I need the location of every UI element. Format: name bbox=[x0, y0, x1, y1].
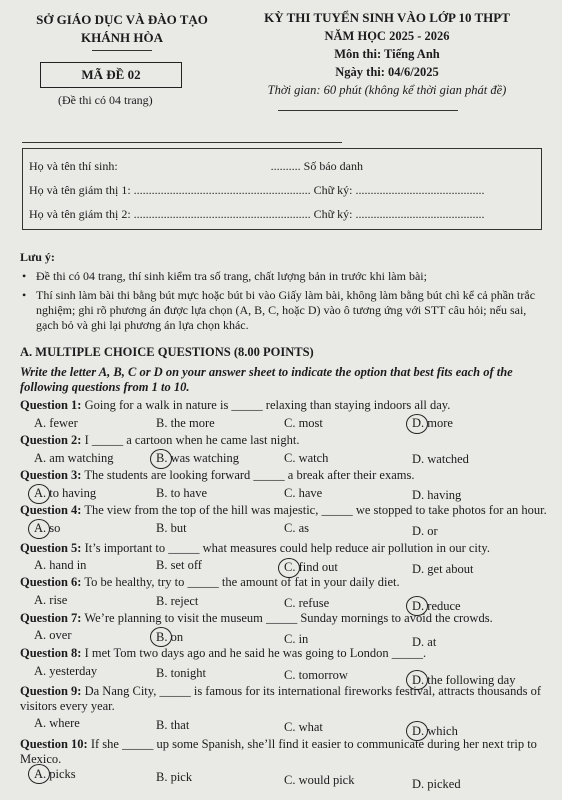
question-3-text: The students are looking forward _____ a break after their exams. bbox=[84, 468, 415, 482]
question-7-option-d: D. at bbox=[412, 635, 437, 649]
question-10-option-a: A. picks bbox=[34, 767, 76, 781]
exam-code-box: MÃ ĐỀ 02 bbox=[40, 62, 182, 88]
question-4-text: The view from the top of the hill was majestic, _____ we stopped to take photos for an hour. bbox=[84, 503, 547, 517]
question-9-option-c: C. what bbox=[284, 720, 323, 734]
question-8-option-d: D. the following day bbox=[412, 673, 516, 687]
question-9-option-a: A. where bbox=[34, 716, 80, 730]
question-8-option-c: C. tomorrow bbox=[284, 668, 348, 682]
question-3-answer-circle bbox=[28, 484, 50, 504]
invigilator2-row: Họ và tên giám thị 2: ........................................................... Chữ ký: ........................................... bbox=[29, 207, 485, 221]
notes-bullet-1: • Đề thi có 04 trang, thí sinh kiểm tra số trang, chất lượng bản in trước khi làm bài; bbox=[20, 269, 550, 284]
question-2-number: Question 2: bbox=[20, 433, 82, 447]
question-8-number: Question 8: bbox=[20, 646, 82, 660]
question-3-number: Question 3: bbox=[20, 468, 82, 482]
question-2-answer-circle bbox=[150, 449, 172, 469]
question-1 bbox=[20, 398, 560, 413]
question-7-option-a: A. over bbox=[34, 628, 72, 642]
question-5-option-a: A. hand in bbox=[34, 558, 87, 572]
question-1-option-d: D. more bbox=[412, 416, 453, 430]
question-4-option-d: D. or bbox=[412, 524, 438, 538]
question-1-number: Question 1: bbox=[20, 398, 82, 412]
question-5-option-d: D. get about bbox=[412, 562, 474, 576]
question-3-option-d: D. having bbox=[412, 488, 462, 502]
question-3-option-c: C. have bbox=[284, 486, 323, 500]
question-3 bbox=[20, 468, 560, 483]
question-1-option-b: B. the more bbox=[156, 416, 215, 430]
invigilator1-signature-label: Chữ ký: bbox=[313, 183, 353, 197]
question-2-option-b: B. was watching bbox=[156, 451, 239, 465]
question-7-text: We’re planning to visit the museum _____ Sunday mornings to avoid the crowds. bbox=[84, 611, 493, 625]
question-7 bbox=[20, 611, 560, 626]
invigilator2-label: Họ và tên giám thị 2: bbox=[29, 207, 131, 221]
question-2 bbox=[20, 433, 560, 448]
question-1-text: Going for a walk in nature is _____ relaxing than staying indoors all day. bbox=[84, 398, 451, 412]
question-6-option-c: C. refuse bbox=[284, 596, 330, 610]
exam-title-header bbox=[232, 10, 542, 98]
notes-section bbox=[20, 250, 550, 333]
question-8-text: I met Tom two days ago and he said he was going to London _____. bbox=[84, 646, 427, 660]
question-8-option-b: B. tonight bbox=[156, 666, 207, 680]
duration-underline bbox=[278, 110, 458, 111]
question-3-option-a: A. to having bbox=[34, 486, 97, 500]
question-7-answer-circle bbox=[150, 627, 172, 647]
question-6-text: To be healthy, try to _____ the amount of fat in your daily diet. bbox=[84, 575, 400, 589]
question-5-option-b: B. set off bbox=[156, 558, 202, 572]
notes-title: Lưu ý: bbox=[20, 250, 55, 264]
page-count-note: (Đề thi có 04 trang) bbox=[58, 93, 153, 107]
question-8-option-a: A. yesterday bbox=[34, 664, 98, 678]
question-9-number: Question 9: bbox=[20, 684, 82, 698]
question-7-number: Question 7: bbox=[20, 611, 82, 625]
question-10 bbox=[20, 737, 545, 767]
candidate-name-row: Họ và tên thí sinh: .......... Số báo danh bbox=[29, 159, 363, 173]
exam-duration: Thời gian: 60 phút (không kể thời gian phát đề) bbox=[267, 83, 507, 97]
question-1-option-c: C. most bbox=[284, 416, 323, 430]
notes-bullet-2: • Thí sinh làm bài thi bằng bút mực hoặc bút bi vào Giấy làm bài, không làm bằng bút chì kể cả phần trắc nghiệm; ghi rõ phương án được lựa chọn (A, B, C, hoặc D) vào ô tương ứng với STT câu hỏi; nếu sai, gạch bỏ và ghi lại phương án lựa chọn khác. bbox=[20, 288, 550, 333]
question-9-option-b: B. that bbox=[156, 718, 190, 732]
department-underline bbox=[92, 50, 152, 51]
question-3-option-b: B. to have bbox=[156, 486, 208, 500]
question-2-text: I _____ a cartoon when he came last night. bbox=[84, 433, 300, 447]
question-9-text: Da Nang City, _____ is famous for its international fireworks festival, attracts thousands of visitors every year. bbox=[20, 684, 541, 713]
question-4-option-a: A. so bbox=[34, 521, 61, 535]
question-10-number: Question 10: bbox=[20, 737, 88, 751]
question-2-option-c: C. watch bbox=[284, 451, 329, 465]
candidate-number-label: Số báo danh bbox=[303, 159, 363, 173]
question-1-answer-circle bbox=[406, 414, 428, 434]
question-10-text: If she _____ up some Spanish, she’ll find it easier to communicate during her next trip to Mexico. bbox=[20, 737, 537, 766]
invigilator1-row: Họ và tên giám thị 1: ........................................................... Chữ ký: ........................................... bbox=[29, 183, 485, 197]
question-10-option-d: D. picked bbox=[412, 777, 461, 791]
question-4-answer-circle bbox=[28, 519, 50, 539]
question-6 bbox=[20, 575, 560, 590]
candidate-name-label: Họ và tên thí sinh: bbox=[29, 159, 118, 173]
question-4-option-b: B. but bbox=[156, 521, 187, 535]
question-5-text: It’s important to _____ what measures could help reduce air pollution in our city. bbox=[84, 541, 490, 555]
question-7-option-b: B. on bbox=[156, 630, 184, 644]
question-5 bbox=[20, 541, 560, 556]
invigilator1-label: Họ và tên giám thị 1: bbox=[29, 183, 131, 197]
question-2-option-a: A. am watching bbox=[34, 451, 114, 465]
question-6-option-d: D. reduce bbox=[412, 599, 461, 613]
question-10-option-b: B. pick bbox=[156, 770, 193, 784]
question-10-answer-circle bbox=[28, 764, 50, 784]
instructions: Write the letter A, B, C or D on your answer sheet to indicate the option that best fits each of the following questions from 1 to 10. bbox=[20, 365, 513, 394]
invigilator2-signature-label: Chữ ký: bbox=[313, 207, 353, 221]
question-9 bbox=[20, 684, 545, 714]
exam-date: Ngày thi: 04/6/2025 bbox=[335, 65, 439, 79]
exam-title: KỲ THI TUYỂN SINH VÀO LỚP 10 THPT bbox=[264, 10, 510, 25]
question-6-option-b: B. reject bbox=[156, 594, 199, 608]
department-header bbox=[22, 12, 222, 46]
exam-subject: Môn thi: Tiếng Anh bbox=[334, 47, 440, 61]
candidate-info-box bbox=[22, 148, 542, 230]
question-4 bbox=[20, 503, 560, 518]
question-9-option-d: D. which bbox=[412, 724, 458, 738]
question-8 bbox=[20, 646, 560, 661]
question-1-option-a: A. fewer bbox=[34, 416, 78, 430]
separator-line bbox=[22, 142, 342, 143]
question-5-number: Question 5: bbox=[20, 541, 82, 555]
question-5-option-c: C. find out bbox=[284, 560, 338, 574]
question-6-option-a: A. rise bbox=[34, 593, 68, 607]
department-line1: SỞ GIÁO DỤC VÀ ĐÀO TẠO bbox=[36, 12, 208, 27]
department-line2: KHÁNH HÒA bbox=[81, 30, 163, 45]
question-2-option-d: D. watched bbox=[412, 452, 469, 466]
section-title: A. MULTIPLE CHOICE QUESTIONS (8.00 POINTS) bbox=[20, 345, 314, 359]
school-year: NĂM HỌC 2025 - 2026 bbox=[324, 29, 450, 43]
question-10-option-c: C. would pick bbox=[284, 773, 355, 787]
question-4-number: Question 4: bbox=[20, 503, 82, 517]
question-7-option-c: C. in bbox=[284, 632, 309, 646]
question-4-option-c: C. as bbox=[284, 521, 309, 535]
question-6-number: Question 6: bbox=[20, 575, 82, 589]
